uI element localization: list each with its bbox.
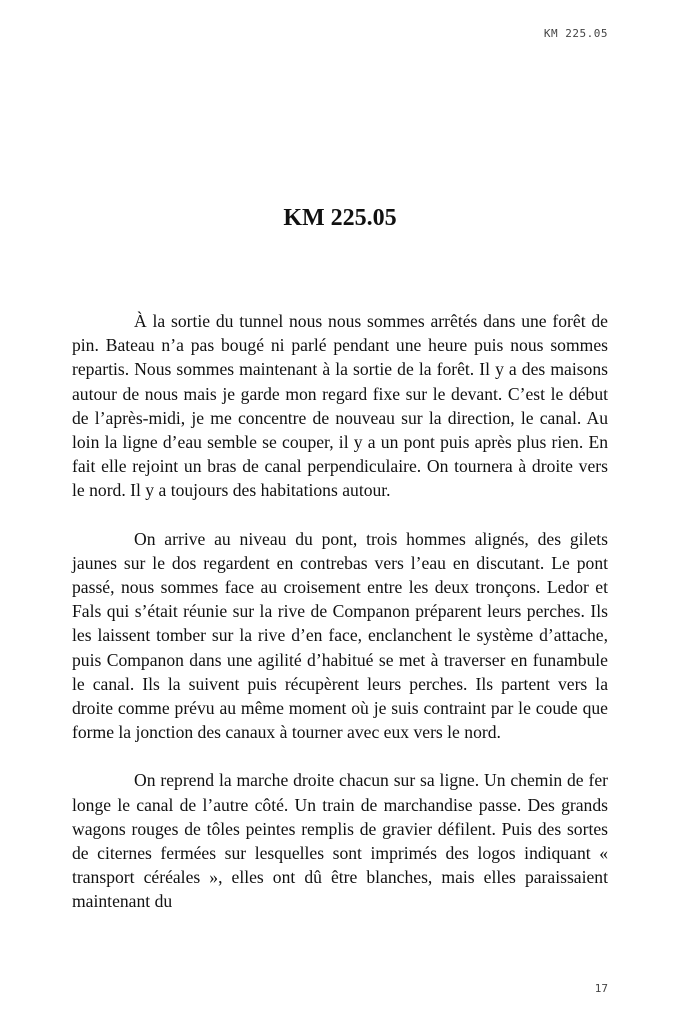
body-text	[72, 309, 608, 938]
page-number: 17	[594, 982, 608, 995]
running-header: KM 225.05	[543, 27, 608, 40]
paragraph-1: À la sortie du tunnel nous nous sommes arrêtés dans une forêt de pin. Bateau n’a pas bougé ni parlé pendant une heure puis nous sommes repartis. Nous sommes maintenant à la sortie de la forêt. Il y a des maisons autour de nous mais je garde mon regard fixe sur le devant. C’est le début de l’après-midi, je me concentre de nouveau sur la direction, le canal. Au loin la ligne d’eau semble se couper, il y a un pont puis après plus rien. En fait elle rejoint un bras de canal perpendiculaire. On tournera à droite vers le nord. Il y a toujours des habitations autour.	[72, 311, 608, 501]
paragraph-3: On reprend la marche droite chacun sur sa ligne. Un chemin de fer longe le canal de l’autre côté. Un train de marchandise passe. Des grands wagons rouges de tôles peintes remplis de gravier défilent. Puis des sortes de citernes fermées sur lesquelles sont imprimés des logos indiquant « transport céréales », elles ont dû être blanches, mais elles paraissaient maintenant du	[72, 770, 608, 912]
chapter-title: KM 225.05	[283, 205, 397, 231]
paragraph-2: On arrive au niveau du pont, trois hommes alignés, des gilets jaunes sur le dos regardent en contrebas vers l’eau en discutant. Le pont passé, nous sommes face au croisement entre les deux tronçons. Ledor et Fals qui s’était réunie sur la rive de Companon préparent leurs perches. Ils les laissent tomber sur la rive d’en face, enclanchent le système d’attache, puis Companon dans une agilité d’habitué se met à traverser en funambule le canal. Ils la suivent puis récupèrent leurs perches. Ils partent vers la droite comme prévu au même moment où je suis contraint par le coude que forme la jonction des canaux à tourner avec eux vers le nord.	[72, 528, 608, 743]
